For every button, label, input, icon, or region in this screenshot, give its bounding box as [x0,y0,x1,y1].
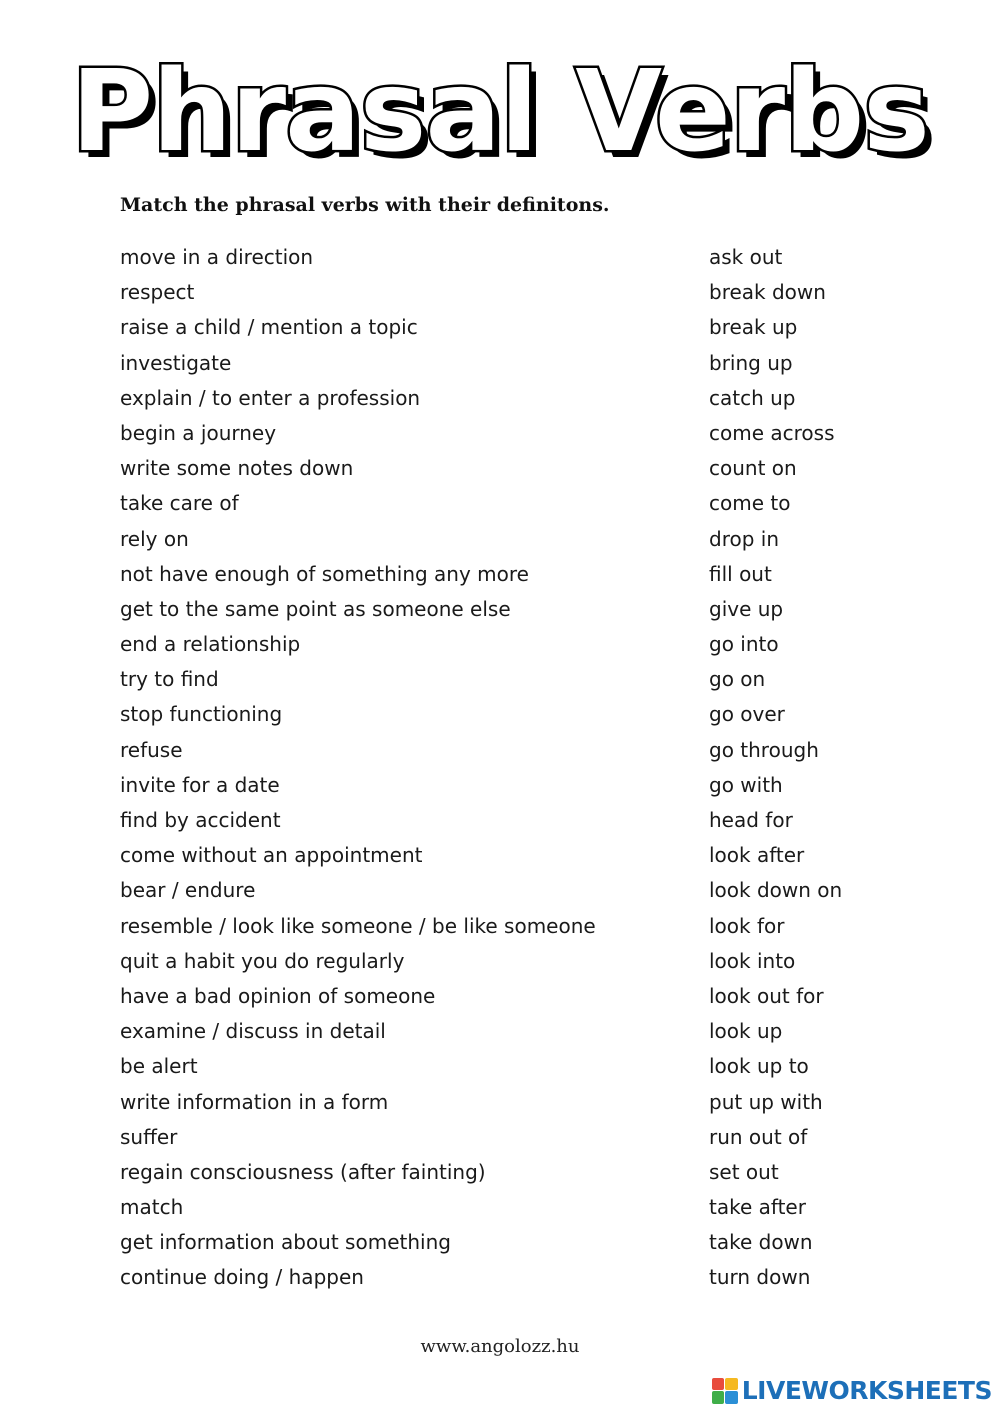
phrasal-verb-item: come across [709,420,835,445]
definition-item: try to find [120,667,219,692]
phrasal-verb-item: come to [709,491,791,516]
page-title: Phrasal Verbs [71,47,929,177]
definition-item: write information in a form [120,1089,389,1114]
phrasal-verb-item: go through [709,737,819,762]
phrasal-verb-item: go into [709,632,779,657]
phrasal-verbs-list [709,240,842,1296]
definition-item: suffer [120,1124,178,1149]
definition-item: invite for a date [120,772,280,797]
definition-item: resemble / look like someone / be like someone [120,913,596,938]
phrasal-verb-item: fill out [709,561,772,586]
phrasal-verb-item: count on [709,456,797,481]
phrasal-verb-item: take down [709,1230,813,1255]
definition-item: end a relationship [120,632,301,657]
phrasal-verb-item: take after [709,1195,806,1220]
phrasal-verb-item: set out [709,1159,779,1184]
phrasal-verb-item: look for [709,913,785,938]
definition-item: raise a child / mention a topic [120,315,418,340]
phrasal-verb-item: look down on [709,878,843,903]
liveworksheets-logo-icon [712,1378,738,1404]
definitions-list [120,240,596,1296]
phrasal-verb-item: put up with [709,1089,823,1114]
liveworksheets-brand [712,1376,992,1405]
definition-item: be alert [120,1054,198,1079]
phrasal-verb-item: go with [709,772,783,797]
definition-item: move in a direction [120,245,314,269]
definition-item: quit a habit you do regularly [120,948,405,973]
definition-item: rely on [120,526,189,551]
definition-item: refuse [120,737,183,762]
definition-item: take care of [120,491,239,516]
phrasal-verb-item: look after [709,843,805,868]
phrasal-verb-item: look up to [709,1054,809,1079]
phrasal-verb-item: give up [709,596,784,621]
phrasal-verb-item: drop in [709,526,779,551]
phrasal-verb-item: run out of [709,1124,808,1149]
phrasal-verb-item: bring up [709,350,793,375]
definition-item: investigate [120,350,232,375]
definition-item: get to the same point as someone else [120,596,511,621]
definition-item: begin a journey [120,420,277,445]
phrasal-verb-item: catch up [709,385,796,410]
definition-item: examine / discuss in detail [120,1019,386,1044]
phrasal-verb-item: look out for [709,983,824,1008]
definition-item: continue doing / happen [120,1265,364,1290]
phrasal-verb-item: head for [709,808,793,832]
brand-text: LIVEWORKSHEETS [741,1376,992,1405]
definition-item: not have enough of something any more [120,561,529,586]
definition-item: respect [120,280,195,305]
definition-item: have a bad opinion of someone [120,983,436,1008]
phrasal-verb-item: break up [709,315,798,340]
definition-item: find by accident [120,808,281,832]
instruction-text: Match the phrasal verbs with their definitons. [120,194,610,216]
definition-item: bear / endure [120,878,256,903]
phrasal-verb-item: ask out [709,245,783,269]
phrasal-verb-item: break down [709,280,826,305]
definition-item: explain / to enter a profession [120,385,421,410]
phrasal-verb-item: go on [709,667,766,692]
phrasal-verb-item: go over [709,702,785,727]
definition-item: match [120,1195,184,1220]
definition-item: stop functioning [120,702,283,727]
definition-item: write some notes down [120,456,354,481]
phrasal-verb-item: look into [709,948,796,973]
phrasal-verb-item: turn down [709,1265,811,1290]
definition-item: regain consciousness (after fainting) [120,1159,486,1184]
definition-item: come without an appointment [120,843,423,868]
phrasal-verb-item: look up [709,1019,783,1044]
footer-url: www.angolozz.hu [420,1336,580,1357]
definition-item: get information about something [120,1230,451,1255]
